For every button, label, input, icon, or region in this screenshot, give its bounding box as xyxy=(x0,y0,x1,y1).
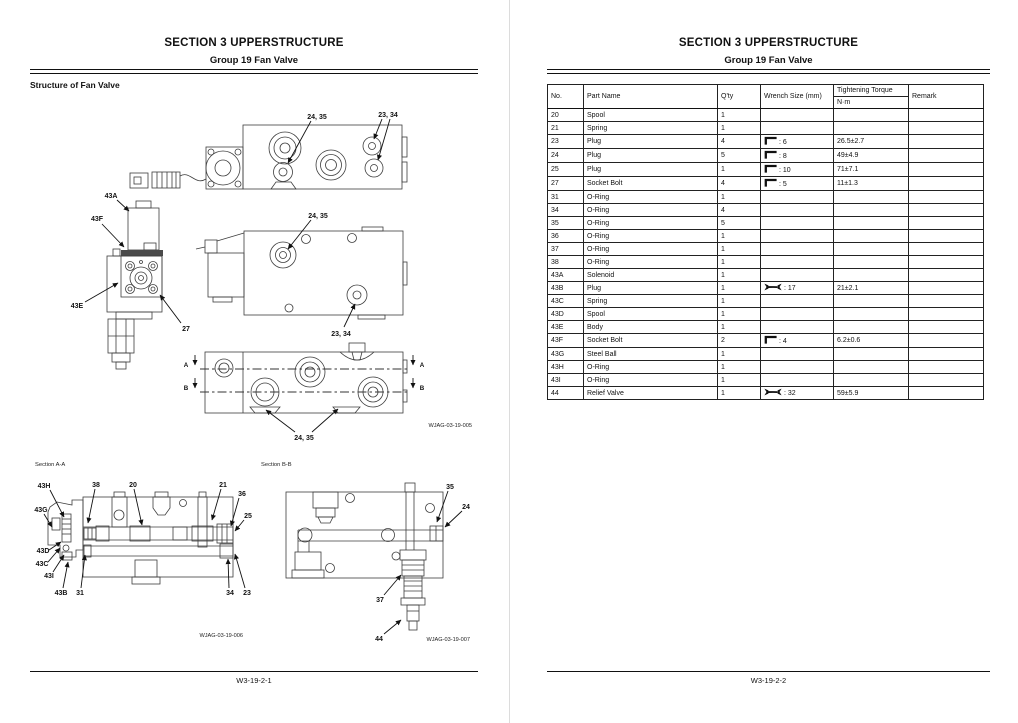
wrench-icon xyxy=(764,283,782,291)
callout-24-35-top: 24, 35 xyxy=(307,114,327,121)
torque-value: 49±4.9 xyxy=(834,149,909,163)
remark-value xyxy=(909,334,984,348)
wrench-size-cell xyxy=(761,230,834,243)
table-row xyxy=(548,230,984,243)
callout-43h: 43H xyxy=(37,483,51,490)
part-no: 43C xyxy=(548,295,584,308)
wrench-size-cell xyxy=(761,204,834,217)
section-title: SECTION 3 UPPERSTRUCTURE xyxy=(164,37,344,49)
callout-21: 21 xyxy=(219,482,227,489)
parts-table xyxy=(547,84,984,400)
callout-43d: 43D xyxy=(36,548,50,555)
hex-key-icon xyxy=(764,335,777,344)
fan-valve-bottom-view xyxy=(205,343,407,413)
col-header-torque-unit: N·m xyxy=(837,99,851,106)
table-row xyxy=(548,282,984,295)
wrench-size-value: : 10 xyxy=(779,167,791,174)
torque-value xyxy=(834,243,909,256)
part-name: O-Ring xyxy=(584,243,718,256)
remark-value xyxy=(909,204,984,217)
callout-43b: 43B xyxy=(54,590,68,597)
fan-valve-diagram xyxy=(20,95,498,655)
part-qty: 1 xyxy=(718,308,761,321)
wrench-size-cell xyxy=(761,334,834,348)
callout-34: 34 xyxy=(226,590,234,597)
table-row xyxy=(548,204,984,217)
torque-value: 71±7.1 xyxy=(834,163,909,177)
wrench-size-cell xyxy=(761,282,834,295)
part-qty: 2 xyxy=(718,334,761,348)
section-bb-label: Section B-B xyxy=(261,462,292,468)
part-no: 43G xyxy=(548,348,584,361)
part-no: 27 xyxy=(548,177,584,191)
wrench-size-value: : 8 xyxy=(779,153,787,160)
remark-value xyxy=(909,348,984,361)
part-name: O-Ring xyxy=(584,217,718,230)
table-row xyxy=(548,122,984,135)
part-qty: 1 xyxy=(718,243,761,256)
wrench-size-cell xyxy=(761,109,834,122)
part-no: 38 xyxy=(548,256,584,269)
part-no: 31 xyxy=(548,191,584,204)
table-row xyxy=(548,191,984,204)
part-qty: 1 xyxy=(718,163,761,177)
table-row xyxy=(548,256,984,269)
col-header-torque xyxy=(834,85,909,109)
torque-value xyxy=(834,230,909,243)
part-no: 43F xyxy=(548,334,584,348)
part-qty: 1 xyxy=(718,282,761,295)
torque-value xyxy=(834,191,909,204)
callout-23: 23 xyxy=(243,590,251,597)
part-name: Plug xyxy=(584,163,718,177)
callout-43a: 43A xyxy=(104,193,118,200)
table-row xyxy=(548,269,984,282)
remark-value xyxy=(909,321,984,334)
part-name: O-Ring xyxy=(584,361,718,374)
wrench-size-cell xyxy=(761,295,834,308)
part-no: 25 xyxy=(548,163,584,177)
part-name: Body xyxy=(584,321,718,334)
part-no: 43E xyxy=(548,321,584,334)
part-name: Plug xyxy=(584,282,718,295)
part-name: Steel Ball xyxy=(584,348,718,361)
torque-value xyxy=(834,109,909,122)
remark-value xyxy=(909,149,984,163)
callout-24-35-bottom: 24, 35 xyxy=(294,435,314,442)
section-marker-a-right: A xyxy=(419,362,425,369)
wrench-size-cell xyxy=(761,243,834,256)
part-name: Socket Bolt xyxy=(584,177,718,191)
section-marker-a-left: A xyxy=(183,362,189,369)
wrench-size-value: : 5 xyxy=(779,181,787,188)
torque-value: 11±1.3 xyxy=(834,177,909,191)
torque-value: 59±5.9 xyxy=(834,387,909,400)
table-row xyxy=(548,163,984,177)
header-rule xyxy=(30,69,478,74)
part-qty: 1 xyxy=(718,191,761,204)
part-name: Spring xyxy=(584,295,718,308)
remark-value xyxy=(909,109,984,122)
part-name: O-Ring xyxy=(584,230,718,243)
torque-value xyxy=(834,374,909,387)
wrench-size-cell xyxy=(761,269,834,282)
remark-value xyxy=(909,256,984,269)
section-aa-label: Section A-A xyxy=(35,462,66,468)
wrench-size-cell xyxy=(761,177,834,191)
part-name: Solenoid xyxy=(584,269,718,282)
page-number-right: W3-19-2-2 xyxy=(750,676,787,685)
table-row xyxy=(548,387,984,400)
part-name: Socket Bolt xyxy=(584,334,718,348)
remark-value xyxy=(909,361,984,374)
remark-value xyxy=(909,163,984,177)
torque-value xyxy=(834,295,909,308)
hex-key-icon xyxy=(764,178,777,187)
torque-value xyxy=(834,348,909,361)
part-name: O-Ring xyxy=(584,374,718,387)
torque-value xyxy=(834,321,909,334)
wrench-size-cell xyxy=(761,122,834,135)
part-no: 34 xyxy=(548,204,584,217)
callout-20: 20 xyxy=(129,482,137,489)
callout-23-34-mid: 23, 34 xyxy=(331,331,351,338)
wrench-size-cell xyxy=(761,256,834,269)
table-row xyxy=(548,217,984,230)
section-marker-b-right: B xyxy=(419,385,425,392)
remark-value xyxy=(909,295,984,308)
table-row xyxy=(548,334,984,348)
table-row xyxy=(548,348,984,361)
part-no: 20 xyxy=(548,109,584,122)
wrench-size-cell xyxy=(761,135,834,149)
remark-value xyxy=(909,122,984,135)
remark-value xyxy=(909,230,984,243)
wrench-size-cell xyxy=(761,387,834,400)
section-cut-lines xyxy=(184,355,425,392)
part-name: O-Ring xyxy=(584,256,718,269)
wrench-size-cell xyxy=(761,217,834,230)
wrench-size-cell xyxy=(761,321,834,334)
torque-value xyxy=(834,204,909,217)
part-no: 35 xyxy=(548,217,584,230)
part-name: O-Ring xyxy=(584,191,718,204)
wrench-size-cell xyxy=(761,361,834,374)
torque-value xyxy=(834,308,909,321)
table-row xyxy=(548,243,984,256)
wrench-size-value: : 32 xyxy=(784,390,796,397)
section-aa-callouts xyxy=(34,482,252,639)
wrench-size-cell xyxy=(761,149,834,163)
footer-rule-left xyxy=(30,671,478,672)
part-qty: 1 xyxy=(718,387,761,400)
part-no: 37 xyxy=(548,243,584,256)
remark-value xyxy=(909,243,984,256)
figure-id-main: WJAG-03-19-005 xyxy=(428,423,472,429)
callout-24-35-mid: 24, 35 xyxy=(308,213,328,220)
part-qty: 5 xyxy=(718,149,761,163)
part-no: 21 xyxy=(548,122,584,135)
group-title: Group 19 Fan Valve xyxy=(724,55,813,66)
part-name: O-Ring xyxy=(584,204,718,217)
part-no: 43B xyxy=(548,282,584,295)
callout-27: 27 xyxy=(182,326,190,333)
remark-value xyxy=(909,282,984,295)
col-header-torque-title: Tightening Torque xyxy=(834,85,908,97)
torque-value xyxy=(834,361,909,374)
part-qty: 4 xyxy=(718,177,761,191)
torque-value: 21±2.1 xyxy=(834,282,909,295)
part-no: 43H xyxy=(548,361,584,374)
table-row xyxy=(548,177,984,191)
callout-35: 35 xyxy=(446,484,454,491)
remark-value xyxy=(909,217,984,230)
structure-heading: Structure of Fan Valve xyxy=(30,80,120,90)
fan-valve-top-view xyxy=(130,125,407,189)
part-qty: 1 xyxy=(718,256,761,269)
section-bb-view xyxy=(286,483,443,630)
part-qty: 1 xyxy=(718,321,761,334)
remark-value xyxy=(909,135,984,149)
table-row xyxy=(548,135,984,149)
col-header-wrench: Wrench Size (mm) xyxy=(761,85,834,109)
callout-43e: 43E xyxy=(70,303,84,310)
table-header-row xyxy=(548,85,984,109)
part-qty: 1 xyxy=(718,348,761,361)
callout-43c: 43C xyxy=(35,561,49,568)
part-no: 23 xyxy=(548,135,584,149)
callout-36: 36 xyxy=(238,491,246,498)
figure-id-aa: WJAG-03-19-006 xyxy=(199,633,243,639)
remark-value xyxy=(909,191,984,204)
part-qty: 1 xyxy=(718,269,761,282)
wrench-size-cell xyxy=(761,163,834,177)
col-header-part-name: Part Name xyxy=(584,85,718,109)
part-qty: 1 xyxy=(718,109,761,122)
col-header-qty: Q'ty xyxy=(718,85,761,109)
part-qty: 1 xyxy=(718,122,761,135)
remark-value xyxy=(909,269,984,282)
wrench-size-value: : 4 xyxy=(779,338,787,345)
header-rule xyxy=(547,69,990,74)
part-qty: 1 xyxy=(718,361,761,374)
wrench-size-value: : 17 xyxy=(784,285,796,292)
torque-value xyxy=(834,217,909,230)
hex-key-icon xyxy=(764,136,777,145)
callout-24: 24 xyxy=(462,504,470,511)
page-number-left: W3-19-2-1 xyxy=(236,676,272,685)
section-marker-b-left: B xyxy=(183,385,189,392)
figure-id-bb: WJAG-03-19-007 xyxy=(426,637,470,643)
part-no: 44 xyxy=(548,387,584,400)
table-row xyxy=(548,374,984,387)
callout-44: 44 xyxy=(375,636,383,643)
torque-value: 6.2±0.6 xyxy=(834,334,909,348)
callout-43i: 43I xyxy=(44,573,54,580)
table-row xyxy=(548,321,984,334)
table-row xyxy=(548,149,984,163)
torque-value xyxy=(834,256,909,269)
part-qty: 1 xyxy=(718,230,761,243)
page-right xyxy=(509,0,1018,723)
fan-valve-front-view xyxy=(196,227,407,319)
table-row xyxy=(548,295,984,308)
callout-23-34-top: 23, 34 xyxy=(378,112,398,119)
remark-value xyxy=(909,374,984,387)
part-name: Plug xyxy=(584,149,718,163)
callout-43f: 43F xyxy=(90,216,104,223)
callout-25: 25 xyxy=(244,513,252,520)
callout-43g: 43G xyxy=(34,507,48,514)
table-row xyxy=(548,361,984,374)
wrench-size-value: : 6 xyxy=(779,139,787,146)
part-no: 43A xyxy=(548,269,584,282)
col-header-remark: Remark xyxy=(909,85,984,109)
col-header-no: No. xyxy=(548,85,584,109)
parts-table-body xyxy=(548,109,984,400)
part-no: 43I xyxy=(548,374,584,387)
table-row xyxy=(548,109,984,122)
callout-31: 31 xyxy=(76,590,84,597)
part-name: Relief Valve xyxy=(584,387,718,400)
remark-value xyxy=(909,308,984,321)
section-bb-callouts xyxy=(375,484,470,643)
part-no: 43D xyxy=(548,308,584,321)
wrench-size-cell xyxy=(761,191,834,204)
torque-value: 26.5±2.7 xyxy=(834,135,909,149)
wrench-size-cell xyxy=(761,308,834,321)
part-no: 36 xyxy=(548,230,584,243)
part-qty: 4 xyxy=(718,204,761,217)
section-aa-view xyxy=(48,492,233,584)
torque-value xyxy=(834,122,909,135)
wrench-size-cell xyxy=(761,374,834,387)
part-name: Plug xyxy=(584,135,718,149)
remark-value xyxy=(909,177,984,191)
part-name: Spool xyxy=(584,109,718,122)
part-name: Spool xyxy=(584,308,718,321)
remark-value xyxy=(909,387,984,400)
part-qty: 1 xyxy=(718,374,761,387)
group-title: Group 19 Fan Valve xyxy=(209,55,299,66)
section-title: SECTION 3 UPPERSTRUCTURE xyxy=(678,37,859,49)
part-name: Spring xyxy=(584,122,718,135)
part-qty: 1 xyxy=(718,295,761,308)
part-qty: 4 xyxy=(718,135,761,149)
torque-value xyxy=(834,269,909,282)
part-qty: 5 xyxy=(718,217,761,230)
footer-rule-right xyxy=(547,671,990,672)
hex-key-icon xyxy=(764,150,777,159)
fig-main-callouts xyxy=(71,112,472,442)
callout-38: 38 xyxy=(92,482,100,489)
wrench-icon xyxy=(764,388,782,396)
hex-key-icon xyxy=(764,164,777,173)
wrench-size-cell xyxy=(761,348,834,361)
part-no: 24 xyxy=(548,149,584,163)
callout-37: 37 xyxy=(376,597,384,604)
table-row xyxy=(548,308,984,321)
